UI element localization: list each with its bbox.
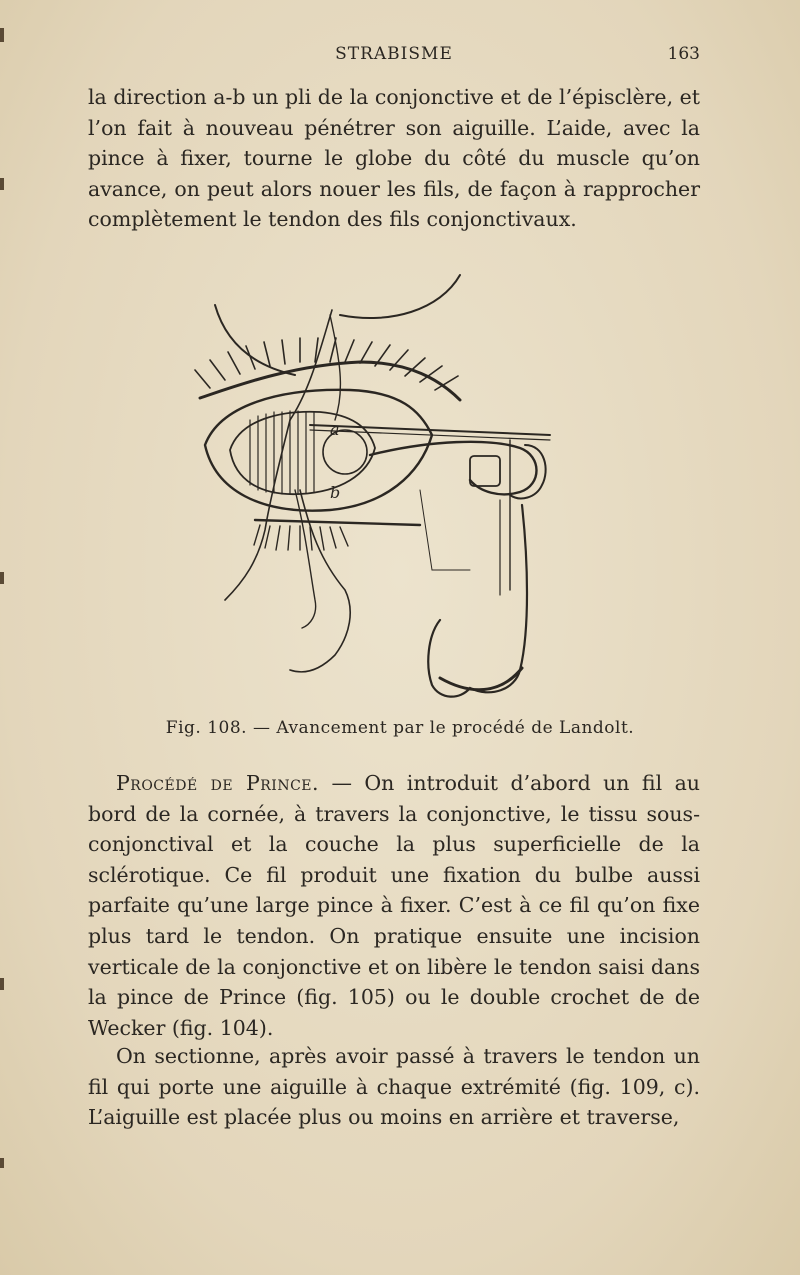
section-heading-prince: Procédé de Prince. bbox=[116, 771, 320, 795]
paragraph-2-text: — On introduit d’abord un fil au bord de la cornée, à travers la conjonctive, le tissu sous-conjonctival et la couche la plus superficielle de la sclérotique. Ce fil produit une fixation du bulbe aussi parfaite qu’une large pince à fixer. C’est à ce fil qu’on fixe plus tard le tendon. On pratique ensuite une incision verticale de la conjonctive et on libère le tendon saisi dans la pince de Prince (fig. 105) ou le double crochet de de Wecker (fig. 104). bbox=[88, 771, 700, 1040]
page-edge-mark bbox=[0, 28, 4, 42]
figure-108-illustration bbox=[170, 270, 610, 710]
paragraph-3-text: On sectionne, après avoir passé à travers le tendon un fil qui porte une aiguille à chaque extrémité (fig. 109, c). L’aiguille est placée plus ou moins en arrière et traverse, bbox=[88, 1044, 700, 1130]
page-number: 163 bbox=[667, 44, 700, 64]
paragraph-3 bbox=[88, 1041, 700, 1133]
page-edge-mark bbox=[0, 1158, 4, 1168]
paragraph-1-text: la direction a-b un pli de la conjonctive et de l’épisclère, et l’on fait à nouveau pénétrer son aiguille. L’aide, avec la pince à fixer, tourne le globe du côté du muscle qu’on avance, on peut alors nouer les fils, de façon à rapprocher complètement le tendon des fils conjonctivaux. bbox=[88, 85, 700, 232]
paragraph-1 bbox=[88, 82, 700, 235]
figure-label-a: a bbox=[330, 420, 340, 439]
eye-surgery-engraving bbox=[170, 270, 610, 710]
running-title: STRABISME bbox=[335, 44, 453, 64]
page-edge-mark bbox=[0, 572, 4, 584]
figure-caption: Fig. 108. — Avancement par le procédé de Landolt. bbox=[165, 718, 635, 738]
figure-label-b: b bbox=[330, 483, 341, 502]
page-edge-mark bbox=[0, 978, 4, 990]
running-header bbox=[88, 44, 700, 70]
page-edge-mark bbox=[0, 178, 4, 190]
paragraph-2 bbox=[88, 768, 700, 1043]
